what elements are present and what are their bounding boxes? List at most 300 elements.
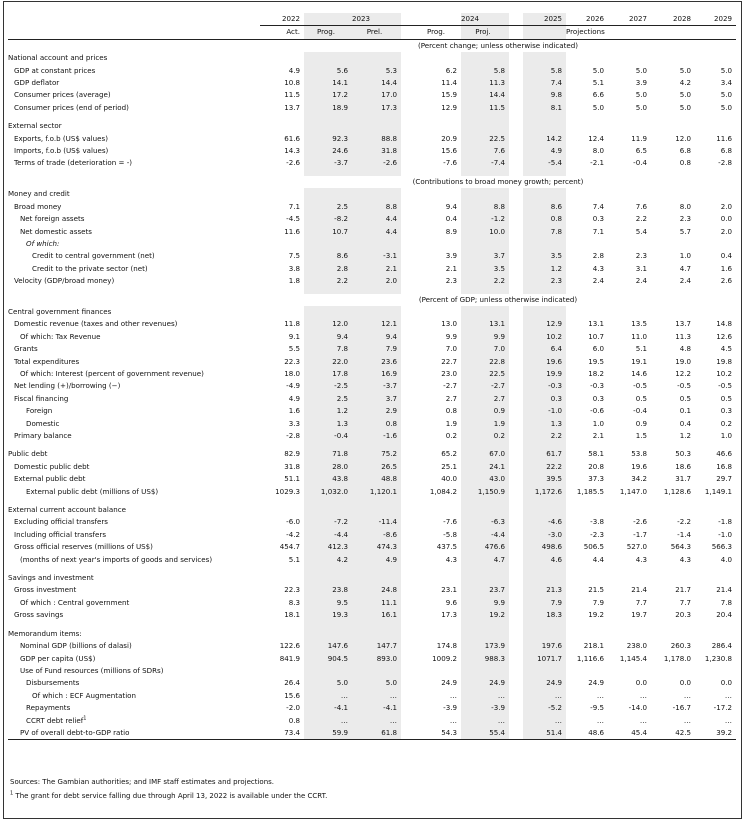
cell-value <box>304 238 352 250</box>
header-years-6: 2026 <box>566 13 608 26</box>
cell-value: 8.6 <box>304 250 352 262</box>
cell-value: 0.2 <box>461 430 509 442</box>
row-label <box>8 157 260 169</box>
table-row <box>8 584 736 596</box>
row-label <box>8 226 260 238</box>
cell-value: -5.4 <box>523 157 566 169</box>
row-label <box>8 529 260 541</box>
cell-value: 14.4 <box>352 77 401 89</box>
cell-value: 2.3 <box>679 214 691 224</box>
cell-value: -2.6 <box>286 158 300 168</box>
cell-value: -5.2 <box>523 702 566 714</box>
cell-value: 7.7 <box>679 597 691 607</box>
table-row <box>8 157 736 169</box>
cell-value: -7.4 <box>461 157 509 169</box>
cell-value: 6.8 <box>720 146 732 156</box>
row-label <box>8 418 260 430</box>
row-label-text: Exports, f.o.b (US$ values) <box>14 133 108 143</box>
cell-value: 14.4 <box>461 89 509 101</box>
row-label-text: Domestic revenue (taxes and other revenues) <box>14 319 178 329</box>
cell-value: 18.9 <box>304 102 352 114</box>
cell-value: 0.5 <box>679 393 691 403</box>
table-row <box>8 653 736 665</box>
cell-value: -4.1 <box>304 702 352 714</box>
cell-value: 197.6 <box>523 640 566 652</box>
cell-value: 11.4 <box>441 78 457 88</box>
cell-value: 7.8 <box>523 226 566 238</box>
cell-value: 7.6 <box>635 201 647 211</box>
cell-value: 53.8 <box>631 449 647 459</box>
row-label <box>8 213 260 225</box>
table-row <box>8 727 736 740</box>
cell-value: 0.3 <box>592 214 604 224</box>
cell-value: 2.1 <box>592 431 604 440</box>
row-label-text: PV of overall debt-to-GDP ratio <box>20 727 130 737</box>
cell-value: 4.0 <box>720 554 732 564</box>
cell-value: -2.6 <box>633 517 647 527</box>
cell-value: … <box>683 715 691 725</box>
table-row <box>8 473 736 485</box>
row-label-text: Domestic public debt <box>14 461 90 471</box>
cell-value: 4.2 <box>679 78 691 88</box>
row-label-text: Domestic <box>26 418 60 428</box>
table-row <box>8 145 736 157</box>
cell-value: 21.4 <box>631 585 647 595</box>
cell-value: 0.3 <box>592 393 604 403</box>
cell-value: -4.9 <box>286 381 300 391</box>
row-label <box>8 516 260 528</box>
cell-value: 0.5 <box>635 393 647 403</box>
cell-value: … <box>596 690 604 700</box>
cell-value: -9.5 <box>590 703 604 713</box>
row-label-text: Gross savings <box>14 610 64 620</box>
table-row <box>8 343 736 355</box>
cell-value <box>695 665 736 677</box>
cell-value: 7.8 <box>304 343 352 355</box>
cell-value: 3.7 <box>461 250 509 262</box>
cell-value: 42.5 <box>651 727 695 740</box>
cell-value: 10.0 <box>461 226 509 238</box>
table-row <box>8 430 736 442</box>
cell-value: -0.6 <box>590 406 604 416</box>
cell-value: 18.6 <box>675 461 691 471</box>
table-row <box>8 213 736 225</box>
cell-value: 2.7 <box>445 393 457 403</box>
cell-value: 2.2 <box>461 275 509 287</box>
row-label-text: Broad money <box>14 201 62 211</box>
cell-value: 1,145.4 <box>619 653 647 663</box>
header-years-9: 2029 <box>695 13 736 26</box>
cell-value: 0.5 <box>720 393 732 403</box>
cell-value: 4.6 <box>523 554 566 566</box>
cell-value: 0.3 <box>523 393 566 405</box>
cell-value: 7.7 <box>635 597 647 607</box>
cell-value: 1.8 <box>288 276 300 286</box>
cell-value: 7.9 <box>523 597 566 609</box>
cell-value: … <box>724 690 732 700</box>
cell-value: 48.8 <box>352 473 401 485</box>
cell-value <box>415 665 461 677</box>
cell-value: 12.9 <box>523 318 566 330</box>
cell-value: 22.5 <box>461 368 509 380</box>
cell-value: 2.4 <box>592 276 604 286</box>
footnote-1 <box>10 791 327 801</box>
cell-value: 5.0 <box>679 102 691 112</box>
cell-value: 1.2 <box>679 431 691 440</box>
cell-value: 8.8 <box>461 201 509 213</box>
cell-value: 988.3 <box>461 653 509 665</box>
cell-value: 3.5 <box>461 263 509 275</box>
cell-value: 50.3 <box>675 449 691 459</box>
cell-value: 10.2 <box>523 331 566 343</box>
cell-value: 61.8 <box>352 727 401 740</box>
row-label <box>8 263 260 275</box>
row-label <box>8 554 260 566</box>
row-label <box>8 727 260 740</box>
row-label <box>8 331 260 343</box>
sources-note: Sources: The Gambian authorities; and IMF staff estimates and projections. <box>10 778 275 786</box>
cell-value: 8.3 <box>288 597 300 607</box>
cell-value: 19.6 <box>631 461 647 471</box>
cell-value: 2.9 <box>352 405 401 417</box>
cell-value: 12.0 <box>675 133 691 143</box>
section-title: Money and credit <box>8 189 70 199</box>
section-title: External sector <box>8 121 62 131</box>
cell-value: 2.6 <box>720 276 732 286</box>
cell-value: 0.9 <box>461 405 509 417</box>
cell-value: 0.8 <box>523 213 566 225</box>
cell-value: 1.0 <box>592 418 604 428</box>
section-title: External current account balance <box>8 505 126 515</box>
cell-value: 4.9 <box>288 65 300 75</box>
cell-value: 21.5 <box>588 585 604 595</box>
section-title: National account and prices <box>8 53 108 63</box>
cell-value: 0.8 <box>352 418 401 430</box>
section-title: Savings and investment <box>8 573 94 583</box>
row-label <box>8 145 260 157</box>
section-title-row <box>8 306 736 318</box>
cell-value: 4.9 <box>523 145 566 157</box>
row-label-text: Fiscal financing <box>14 393 69 403</box>
cell-value: 6.0 <box>592 344 604 354</box>
cell-value: 3.9 <box>445 251 457 261</box>
cell-value: 19.3 <box>304 609 352 621</box>
cell-value: -3.9 <box>461 702 509 714</box>
cell-value: 4.4 <box>352 213 401 225</box>
cell-value: 474.3 <box>352 541 401 553</box>
table-row <box>8 368 736 380</box>
cell-value: 2.3 <box>635 251 647 261</box>
cell-value: 3.4 <box>720 78 732 88</box>
table-row <box>8 226 736 238</box>
cell-value: 5.6 <box>304 65 352 77</box>
cell-value: 506.5 <box>583 542 604 552</box>
row-label <box>8 597 260 609</box>
cell-value: … <box>449 715 457 725</box>
cell-value <box>651 665 695 677</box>
cell-value: 14.8 <box>716 319 732 329</box>
cell-value: -4.4 <box>304 529 352 541</box>
cell-value: 5.5 <box>288 344 300 354</box>
table-row <box>8 461 736 473</box>
row-label <box>8 102 260 114</box>
cell-value: 122.6 <box>279 641 300 651</box>
cell-value: 18.3 <box>523 609 566 621</box>
row-label <box>8 238 260 250</box>
cell-value: 5.8 <box>523 65 566 77</box>
cell-value: 1.0 <box>679 251 691 261</box>
cell-value: 8.8 <box>352 201 401 213</box>
cell-value: 23.8 <box>304 584 352 596</box>
row-label <box>8 133 260 145</box>
cell-value: 58.1 <box>588 449 604 459</box>
cell-value: 22.2 <box>523 461 566 473</box>
row-label-text: Imports, f.o.b (US$ values) <box>14 146 109 156</box>
row-label <box>8 65 260 77</box>
row-label <box>8 640 260 652</box>
cell-value: 8.1 <box>523 102 566 114</box>
cell-value: 5.0 <box>592 65 604 75</box>
table-row <box>8 541 736 553</box>
table-row <box>8 356 736 368</box>
row-label <box>8 343 260 355</box>
cell-value: 4.5 <box>720 344 732 354</box>
cell-value: 1,150.9 <box>461 486 509 498</box>
row-label-text: Credit to central government (net) <box>32 251 155 261</box>
cell-value: -0.5 <box>633 381 647 391</box>
section-title-row <box>8 120 736 132</box>
cell-value: -8.6 <box>352 529 401 541</box>
cell-value: 498.6 <box>523 541 566 553</box>
cell-value: 37.3 <box>588 474 604 484</box>
cell-value: 4.3 <box>445 554 457 564</box>
row-label-text: Consumer prices (average) <box>14 90 111 100</box>
cell-value: 147.6 <box>304 640 352 652</box>
cell-value: 31.8 <box>284 461 300 471</box>
table-row <box>8 640 736 652</box>
row-label-text: (months of next year's imports of goods and services) <box>20 554 213 564</box>
cell-value: 4.3 <box>635 554 647 564</box>
cell-value <box>461 238 509 250</box>
cell-value: 1.9 <box>461 418 509 430</box>
cell-value: 14.6 <box>631 368 647 378</box>
row-label-text: Excluding official transfers <box>14 517 109 527</box>
cell-value: 19.5 <box>588 356 604 366</box>
cell-value <box>352 238 401 250</box>
section-title: Memorandum items: <box>8 628 82 638</box>
cell-value: 4.3 <box>592 263 604 273</box>
cell-value: 9.8 <box>523 89 566 101</box>
table-row <box>8 405 736 417</box>
row-label <box>8 356 260 368</box>
cell-value <box>260 665 304 677</box>
cell-value: … <box>523 715 566 727</box>
footnote-text: The grant for debt service falling due through April 13, 2022 is available under the CCRT. <box>15 792 328 800</box>
cell-value: 4.7 <box>679 263 691 273</box>
cell-value: 3.3 <box>288 418 300 428</box>
cell-value: 13.1 <box>461 318 509 330</box>
cell-value: 22.7 <box>441 356 457 366</box>
table-row <box>8 516 736 528</box>
cell-value: 260.3 <box>670 641 691 651</box>
header-sub-1: Prog. <box>304 26 352 39</box>
row-label-text: Disbursements <box>26 678 80 688</box>
cell-value: 13.7 <box>284 102 300 112</box>
cell-value: 20.4 <box>716 610 732 620</box>
cell-value <box>695 238 736 250</box>
cell-value: 9.1 <box>288 331 300 341</box>
header-spacer <box>401 13 415 26</box>
cell-value <box>523 665 566 677</box>
cell-value <box>651 238 695 250</box>
cell-value: 9.5 <box>304 597 352 609</box>
cell-value: 0.1 <box>679 406 691 416</box>
cell-value: 22.3 <box>284 585 300 595</box>
row-label <box>8 609 260 621</box>
row-label <box>8 368 260 380</box>
cell-value: 26.5 <box>352 461 401 473</box>
row-label-text: Gross investment <box>14 585 77 595</box>
unit-row <box>8 294 736 306</box>
cell-value: 2.5 <box>304 393 352 405</box>
cell-value: -1.0 <box>523 405 566 417</box>
cell-value: 14.3 <box>284 146 300 156</box>
cell-value: 6.5 <box>635 146 647 156</box>
cell-value: … <box>639 715 647 725</box>
header-spacer <box>401 26 415 39</box>
cell-value: 6.8 <box>679 146 691 156</box>
cell-value: … <box>352 715 401 727</box>
cell-value <box>608 238 651 250</box>
cell-value: -7.6 <box>443 517 457 527</box>
row-label <box>8 250 260 262</box>
row-label <box>8 275 260 287</box>
cell-value: 5.1 <box>288 554 300 564</box>
cell-value: 13.7 <box>675 319 691 329</box>
cell-value: 10.7 <box>588 331 604 341</box>
row-label-text: Including official transfers <box>14 529 107 539</box>
cell-value: 527.0 <box>626 542 647 552</box>
cell-value: 24.1 <box>461 461 509 473</box>
cell-value: … <box>639 690 647 700</box>
cell-value: 0.4 <box>679 418 691 428</box>
cell-value: 7.0 <box>461 343 509 355</box>
cell-value <box>608 665 651 677</box>
cell-value: 43.8 <box>304 473 352 485</box>
table-row <box>8 77 736 89</box>
cell-value: 31.8 <box>352 145 401 157</box>
cell-value: 65.2 <box>441 449 457 459</box>
cell-value: 17.3 <box>352 102 401 114</box>
cell-value: 7.4 <box>523 77 566 89</box>
cell-value: 9.4 <box>304 331 352 343</box>
cell-value: 5.0 <box>304 677 352 689</box>
row-label-text: Of which : Central government <box>20 597 130 607</box>
cell-value: -14.0 <box>628 703 647 713</box>
cell-value: 1,147.0 <box>619 486 647 496</box>
cell-value: 9.9 <box>461 331 509 343</box>
cell-value: 5.0 <box>679 90 691 100</box>
cell-value: 5.0 <box>352 677 401 689</box>
cell-value: 22.0 <box>304 356 352 368</box>
row-label-text: Foreign <box>26 406 53 416</box>
cell-value: 19.1 <box>631 356 647 366</box>
table-row <box>8 275 736 287</box>
cell-value: 10.8 <box>284 78 300 88</box>
cell-value: -4.1 <box>352 702 401 714</box>
cell-value: -0.5 <box>718 381 732 391</box>
cell-value: 412.3 <box>304 541 352 553</box>
cell-value: 0.0 <box>720 214 732 224</box>
cell-value: 1,032.0 <box>304 486 352 498</box>
cell-value: 19.6 <box>523 356 566 368</box>
cell-value: 218.1 <box>583 641 604 651</box>
table-row <box>8 65 736 77</box>
cell-value: -2.0 <box>286 703 300 713</box>
cell-value: 4.2 <box>304 554 352 566</box>
cell-value: 4.9 <box>288 393 300 403</box>
cell-value: 476.6 <box>461 541 509 553</box>
cell-value: 5.3 <box>352 65 401 77</box>
header-sub-5 <box>523 26 566 39</box>
row-label-text: External public debt (millions of US$) <box>26 486 159 496</box>
cell-value: 2.0 <box>720 201 732 211</box>
row-label <box>8 690 260 702</box>
cell-value: -7.6 <box>443 158 457 168</box>
row-label-text: Net domestic assets <box>20 226 93 236</box>
cell-value: -3.0 <box>523 529 566 541</box>
cell-value: 0.9 <box>635 418 647 428</box>
cell-value: 564.3 <box>670 542 691 552</box>
cell-value: 22.5 <box>461 133 509 145</box>
cell-value: 0.0 <box>635 678 647 688</box>
cell-value: -0.4 <box>304 430 352 442</box>
cell-value: 2.5 <box>304 201 352 213</box>
table-row <box>8 609 736 621</box>
cell-value: 4.7 <box>461 554 509 566</box>
cell-value: 2.3 <box>445 276 457 286</box>
cell-value: 1.2 <box>523 263 566 275</box>
row-label-text: Nominal GDP (billions of dalasi) <box>20 641 132 651</box>
cell-value: … <box>596 715 604 725</box>
row-label-text: Net foreign assets <box>20 214 85 224</box>
cell-value: 841.9 <box>279 653 300 663</box>
cell-value: 7.4 <box>592 201 604 211</box>
cell-value: 5.1 <box>635 344 647 354</box>
cell-value: 6.6 <box>592 90 604 100</box>
cell-value: 11.3 <box>461 77 509 89</box>
cell-value: 12.0 <box>304 318 352 330</box>
cell-value: 566.3 <box>711 542 732 552</box>
unit-label: (Percent change; unless otherwise indicated) <box>417 40 579 50</box>
cell-value: 21.4 <box>716 585 732 595</box>
row-label <box>8 702 260 714</box>
cell-value: 0.8 <box>288 715 300 725</box>
cell-value: 46.6 <box>716 449 732 459</box>
table-row <box>8 690 736 702</box>
cell-value: 2.7 <box>461 393 509 405</box>
table-row <box>8 238 736 250</box>
cell-value: 17.2 <box>304 89 352 101</box>
row-label <box>8 653 260 665</box>
row-label <box>8 448 260 460</box>
cell-value: 5.0 <box>720 102 732 112</box>
cell-value: 2.4 <box>635 276 647 286</box>
cell-value: 19.0 <box>675 356 691 366</box>
cell-value: 7.5 <box>288 251 300 261</box>
cell-value: 0.2 <box>445 431 457 440</box>
cell-value: 5.0 <box>679 65 691 75</box>
